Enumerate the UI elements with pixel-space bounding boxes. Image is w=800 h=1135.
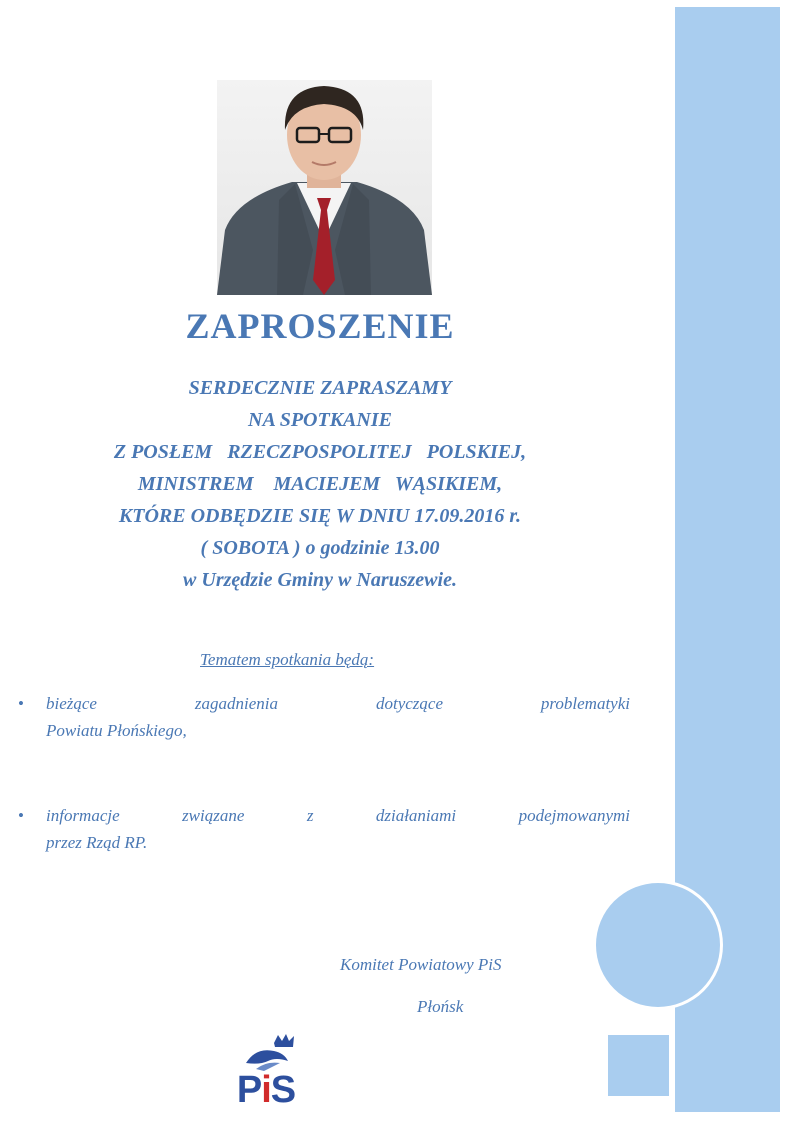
topic-line: informacje związane z działaniami podejmowanymi [46, 806, 630, 825]
invitation-line: ( SOBOTA ) o godzinie 13.00 [200, 537, 440, 559]
invitation-line: w Urzędzie Gminy w Naruszewie. [183, 569, 457, 591]
invitation-line: KTÓRE ODBĘDZIE SIĘ W DNIU 17.09.2016 r. [118, 505, 522, 527]
invitation-line: NA SPOTKANIE [248, 409, 392, 431]
invitation-line: MINISTREM MACIEJEM WĄSIKIEM, [137, 473, 503, 495]
logo-letter-p: P [236, 1069, 262, 1111]
page-title: ZAPROSZENIE [185, 306, 455, 346]
topic-line: przez Rząd RP. [46, 833, 148, 852]
topic-line: Powiatu Płońskiego, [46, 721, 187, 740]
logo-letter-i: i [261, 1069, 271, 1111]
invitation-text [0, 372, 640, 596]
portrait-photo [217, 80, 432, 295]
eagle-crown-logo [226, 1033, 306, 1118]
invitation-line: Z POSŁEM RZECZPOSPOLITEJ POLSKIEJ, [113, 441, 527, 463]
topics-heading: Tematem spotkania będą: [200, 650, 375, 669]
topic-item [18, 802, 630, 856]
signature-org: Komitet Powiatowy PiS [340, 955, 502, 974]
decorative-circle [596, 883, 720, 1007]
topic-line: bieżące zagadnienia dotyczące problematyki [46, 694, 630, 713]
logo-text [226, 1069, 306, 1112]
invitation-line: SERDECZNIE ZAPRASZAMY [188, 377, 452, 399]
bullet-icon: • [18, 806, 24, 825]
decorative-square [608, 1035, 669, 1096]
signature-city: Płońsk [417, 997, 464, 1016]
topic-item [18, 690, 630, 744]
logo-letter-s: S [270, 1069, 296, 1111]
bullet-icon: • [18, 694, 24, 713]
